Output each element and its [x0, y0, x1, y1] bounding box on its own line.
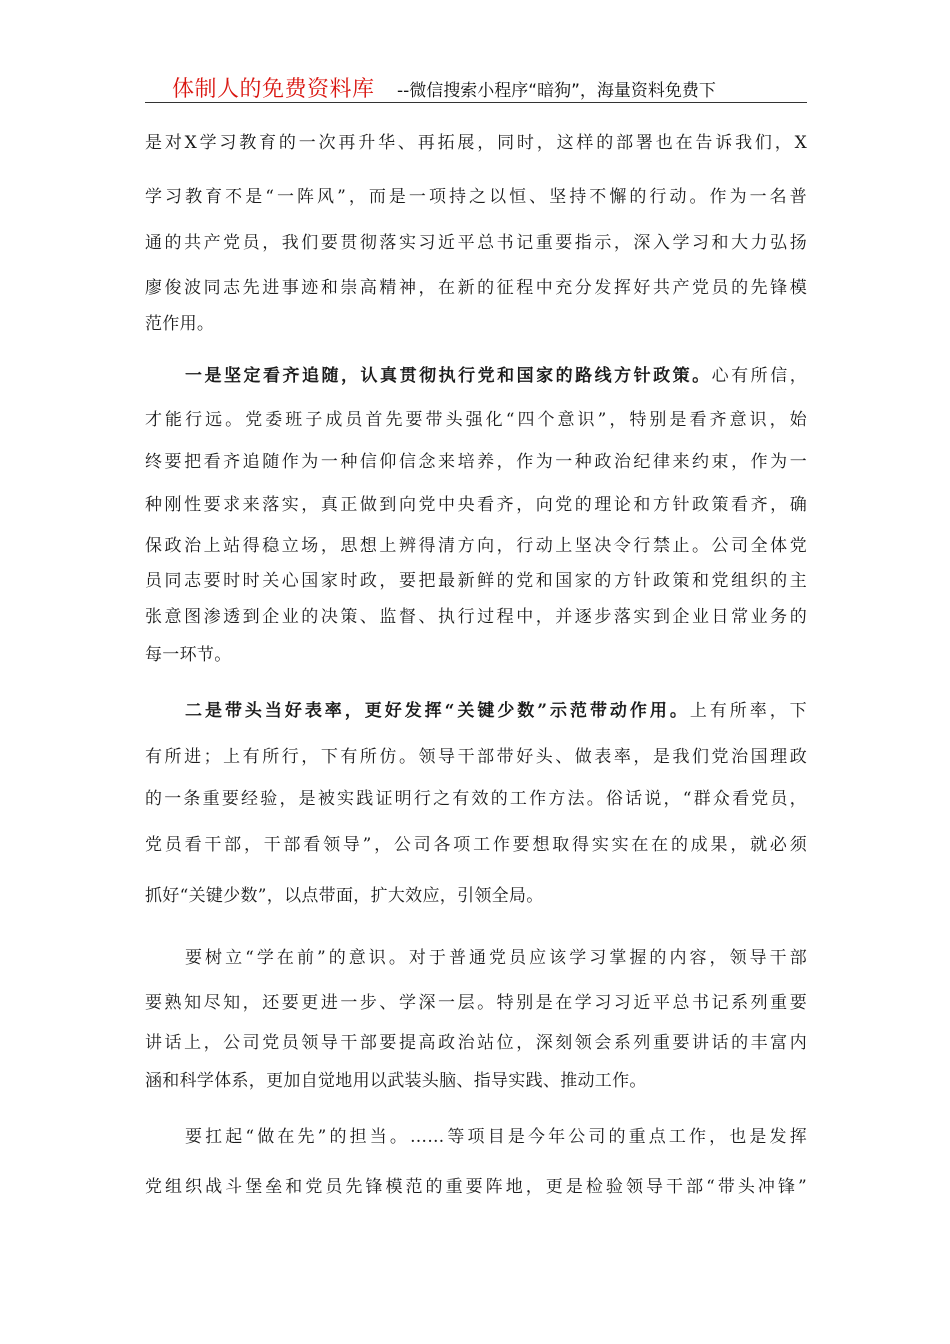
header-tagline: --微信搜索小程序“暗狗”，海量资料免费下 — [397, 81, 716, 101]
text-line: 要树立“学在前”的意识。对于普通党员应该学习掌握的内容，领导干部 — [185, 948, 807, 968]
text-span: 心有所信， — [711, 366, 807, 386]
page-header — [145, 70, 807, 103]
text-line: 党员看干部，干部看领导”，公司各项工作要想取得实实在在的成果，就必须 — [145, 835, 807, 855]
text-line: 的一条重要经验，是被实践证明行之有效的工作方法。俗话说，“群众看党员， — [145, 789, 807, 809]
text-line: 种刚性要求来落实，真正做到向党中央看齐，向党的理论和方针政策看齐，确 — [145, 495, 807, 515]
text-line: 学习教育不是“一阵风”，而是一项持之以恒、坚持不懈的行动。作为一名普 — [145, 187, 807, 207]
text-line: 终要把看齐追随作为一种信仰信念来培养，作为一种政治纪律来约束，作为一 — [145, 452, 807, 472]
text-line: 保政治上站得稳立场，思想上辨得清方向，行动上坚决令行禁止。公司全体党 — [145, 536, 807, 556]
text-line-first — [185, 361, 807, 386]
text-line-first — [185, 696, 807, 721]
text-line: 通的共产党员，我们要贯彻落实习近平总书记重要指示，深入学习和大力弘扬 — [145, 233, 807, 253]
text-line: 涵和科学体系，更加自觉地用以武装头脑、指导实践、推动工作。 — [145, 1071, 647, 1091]
paragraph-heading: 二是带头当好表率，更好发挥“关键少数”示范带动作用。 — [185, 701, 690, 721]
text-line: 才能行远。党委班子成员首先要带头强化“四个意识”，特别是看齐意识，始 — [145, 410, 807, 430]
text-line: 要熟知尽知，还要更进一步、学深一层。特别是在学习习近平总书记系列重要 — [145, 993, 807, 1013]
text-line: 员同志要时时关心国家时政，要把最新鲜的党和国家的方针政策和党组织的主 — [145, 571, 807, 591]
text-line: 范作用。 — [145, 314, 215, 334]
text-line: 廖俊波同志先进事迹和崇高精神，在新的征程中充分发挥好共产党员的先锋模 — [145, 278, 807, 298]
header-brand: 体制人的免费资料库 — [172, 77, 375, 102]
text-line: 要扛起“做在先”的担当。……等项目是今年公司的重点工作，也是发挥 — [185, 1127, 807, 1147]
text-line: 讲话上，公司党员领导干部要提高政治站位，深刻领会系列重要讲话的丰富内 — [145, 1033, 807, 1053]
text-line: 党组织战斗堡垒和党员先锋模范的重要阵地，更是检验领导干部“带头冲锋” — [145, 1177, 807, 1197]
text-line: 是对Ⅹ学习教育的一次再升华、再拓展，同时，这样的部署也在告诉我们，Ⅹ — [145, 133, 807, 153]
text-line: 每一环节。 — [145, 645, 232, 665]
text-line: 有所进；上有所行，下有所仿。领导干部带好头、做表率，是我们党治国理政 — [145, 747, 807, 767]
text-span: 上有所率，下 — [689, 701, 807, 721]
paragraph-heading: 一是坚定看齐追随，认真贯彻执行党和国家的路线方针政策。 — [185, 366, 712, 386]
text-line: 抓好“关键少数”，以点带面，扩大效应，引领全局。 — [145, 886, 544, 906]
text-line: 张意图渗透到企业的决策、监督、执行过程中，并逐步落实到企业日常业务的 — [145, 607, 807, 627]
